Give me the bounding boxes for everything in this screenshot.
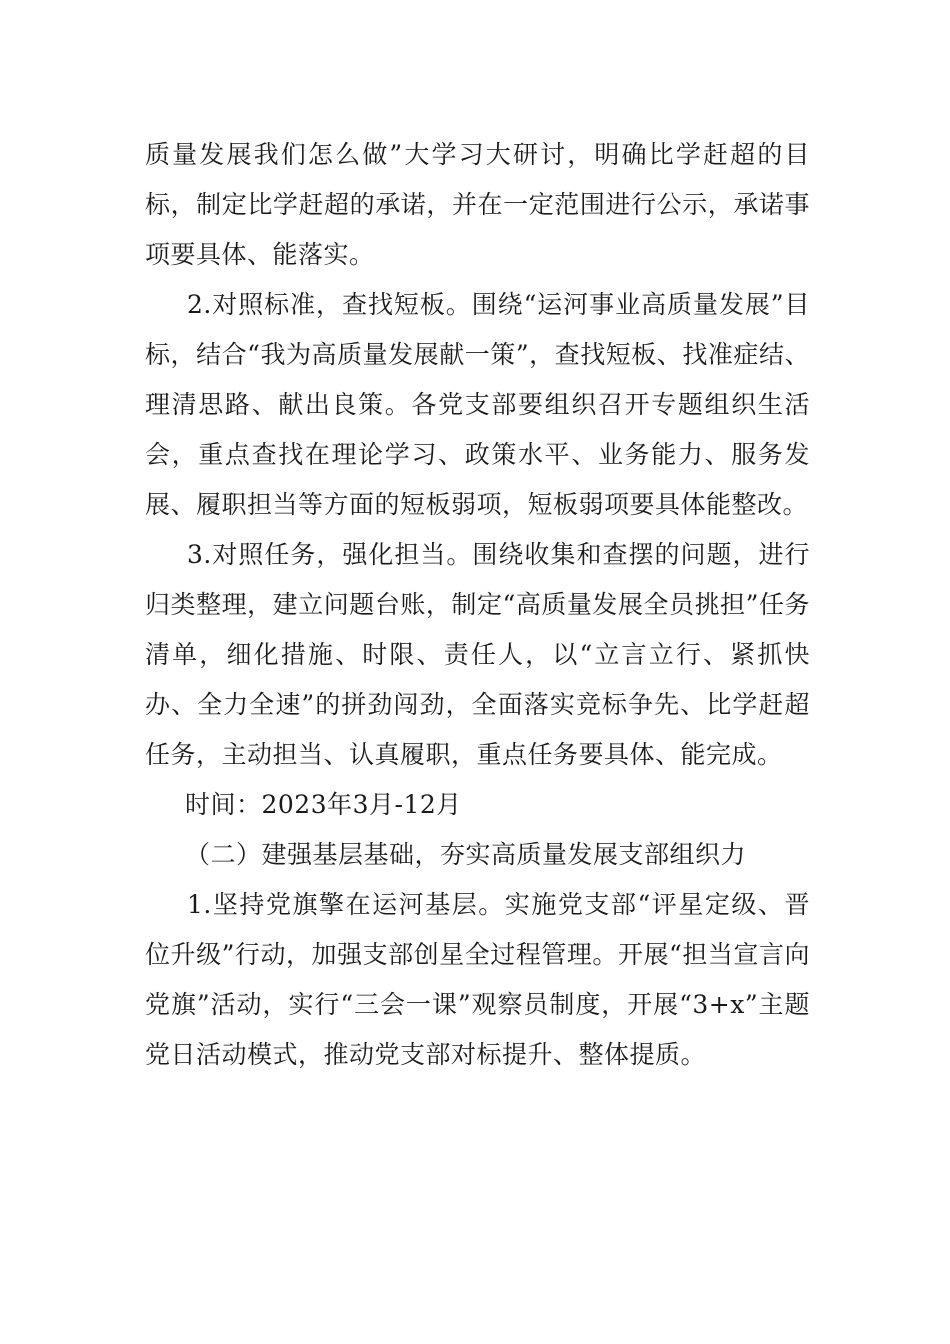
- document-body: [145, 130, 810, 1080]
- paragraph-item-3: 3.对照任务，强化担当。围绕收集和查摆的问题，进行归类整理，建立问题台账，制定“高质量发展全员挑担”任务清单，细化措施、时限、责任人，以“立言立行、紧抓快办、全力全速”的拼劲闯劲，全面落实竞标争先、比学赶超任务，主动担当、认真履职，重点任务要具体、能完成。: [145, 540, 810, 769]
- paragraph-continuation: 质量发展我们怎么做”大学习大研讨，明确比学赶超的目标，制定比学赶超的承诺，并在一定范围进行公示，承诺事项要具体、能落实。: [145, 140, 810, 269]
- section-heading: （二）建强基层基础，夯实高质量发展支部组织力: [185, 840, 747, 869]
- paragraph-item-1: 1.坚持党旗擎在运河基层。实施党支部“评星定级、晋位升级”行动，加强支部创星全过程管理。开展“担当宣言向党旗”活动，实行“三会一课”观察员制度，开展“3+x”主题党日活动模式，推动党支部对标提升、整体提质。: [145, 890, 810, 1069]
- paragraph-time: 时间：2023年3月-12月: [185, 790, 462, 819]
- paragraph-item-2: 2.对照标准，查找短板。围绕“运河事业高质量发展”目标，结合“我为高质量发展献一策”，查找短板、找准症结、理清思路、献出良策。各党支部要组织召开专题组织生活会，重点查找在理论学习、政策水平、业务能力、服务发展、履职担当等方面的短板弱项，短板弱项要具体能整改。: [145, 290, 810, 519]
